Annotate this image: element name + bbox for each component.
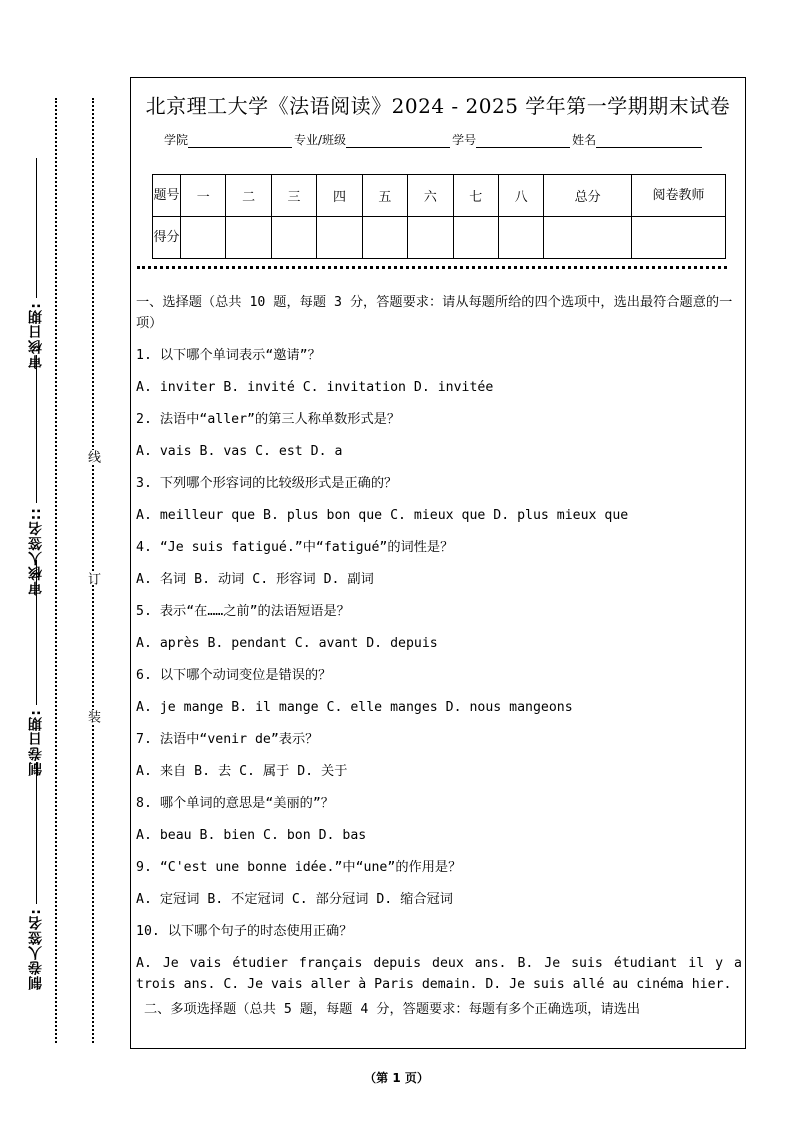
student-id-field[interactable] <box>476 134 570 148</box>
question-2: 2. 法语中“aller”的第三人称单数形式是？ <box>136 412 401 427</box>
reviewer-signature-label: 审核人签名:: <box>16 355 56 595</box>
score-col-3: 三 <box>271 175 316 217</box>
review-date-label: 审核日期: <box>16 158 56 369</box>
question-8-options: A. beau B. bien C. bon D. bas <box>136 828 367 843</box>
question-5-options: A. après B. pendant C. avant D. depuis <box>136 636 438 651</box>
name-label: 姓名 <box>572 133 597 147</box>
score-cell[interactable] <box>408 217 453 259</box>
grading-teacher-header: 阅卷教师 <box>632 175 726 217</box>
question-9-options: A. 定冠词 B. 不定冠词 C. 部分冠词 D. 缩合冠词 <box>136 892 453 907</box>
score-row-header: 得分 <box>153 217 181 259</box>
score-cell[interactable] <box>498 217 543 259</box>
score-col-8: 八 <box>498 175 543 217</box>
score-table <box>152 174 726 259</box>
score-col-5: 五 <box>362 175 407 217</box>
question-5: 5. 表示“在……之前”的法语短语是？ <box>136 604 350 619</box>
page-number: （第 1 页） <box>364 1071 429 1085</box>
college-field[interactable] <box>188 134 292 148</box>
cut-mark-bind: 订 <box>85 572 100 585</box>
major-class-field[interactable] <box>346 134 450 148</box>
cut-mark-line: 线 <box>85 450 100 463</box>
binding-dotted-line-inner <box>92 98 94 1043</box>
score-col-2: 二 <box>226 175 271 217</box>
score-cell[interactable] <box>226 217 271 259</box>
score-cell-total[interactable] <box>544 217 632 259</box>
compile-date-label: 制卷日期: <box>16 560 56 776</box>
question-3: 3. 下列哪个形容词的比较级形式是正确的？ <box>136 476 398 491</box>
question-1-options: A. inviter B. invité C. invitation D. invitée <box>136 380 494 395</box>
question-10: 10. 以下哪个句子的时态使用正确？ <box>136 924 353 939</box>
question-7: 7. 法语中“venir de”表示？ <box>136 732 319 747</box>
score-cell[interactable] <box>181 217 226 259</box>
score-col-1: 一 <box>181 175 226 217</box>
question-9: 9. “C'est une bonne idée.”中“une”的作用是？ <box>136 860 462 875</box>
question-10-options: A. Je vais étudier français depuis deux ans. B. Je suis étudiant il y a trois ans. C. Je vais aller à Paris demain. D. Je suis allé au cinéma hier. <box>136 956 742 992</box>
student-id-label: 学号 <box>452 133 477 147</box>
question-number-header: 题号 <box>153 175 181 217</box>
question-6-options: A. je mange B. il mange C. elle manges D. nous mangeons <box>136 700 573 715</box>
score-col-total: 总分 <box>544 175 632 217</box>
college-label: 学院 <box>164 133 189 147</box>
question-8: 8. 哪个单词的意思是“美丽的”？ <box>136 796 334 811</box>
section1-heading: 一、选择题（总共 10 题，每题 3 分，答题要求：请从每题所给的四个选项中，选出最符合题意的一项） <box>136 295 733 331</box>
score-cell[interactable] <box>453 217 498 259</box>
score-col-6: 六 <box>408 175 453 217</box>
question-6: 6. 以下哪个动词变位是错误的？ <box>136 668 332 683</box>
question-1: 1. 以下哪个单词表示“邀请”？ <box>136 348 321 363</box>
grading-teacher-cell[interactable] <box>632 217 726 259</box>
question-4: 4. “Je suis fatigué.”中“fatigué”的词性是？ <box>136 540 454 555</box>
exam-frame <box>130 77 746 1049</box>
name-field[interactable] <box>596 134 702 148</box>
compiler-signature-label: 制卷人签名: <box>16 762 56 990</box>
score-cell[interactable] <box>317 217 362 259</box>
score-cell[interactable] <box>271 217 316 259</box>
major-class-label: 专业/班级 <box>294 133 347 147</box>
exam-title: 北京理工大学《法语阅读》2024 - 2025 学年第一学期期末试卷 <box>145 94 731 118</box>
score-cell[interactable] <box>362 217 407 259</box>
question-4-options: A. 名词 B. 动词 C. 形容词 D. 副词 <box>136 572 374 587</box>
question-2-options: A. vais B. vas C. est D. a <box>136 444 343 459</box>
score-col-4: 四 <box>317 175 362 217</box>
student-info-row <box>164 131 704 148</box>
section2-heading: 二、多项选择题（总共 5 题，每题 4 分，答题要求：每题有多个正确选项，请选出 <box>144 1002 641 1017</box>
question-7-options: A. 来自 B. 去 C. 属于 D. 关于 <box>136 764 348 779</box>
cut-mark-pack: 装 <box>85 710 100 723</box>
dotted-separator <box>137 266 727 269</box>
score-col-7: 七 <box>453 175 498 217</box>
question-3-options: A. meilleur que B. plus bon que C. mieux que D. plus mieux que <box>136 508 629 523</box>
exam-content <box>136 292 742 1020</box>
